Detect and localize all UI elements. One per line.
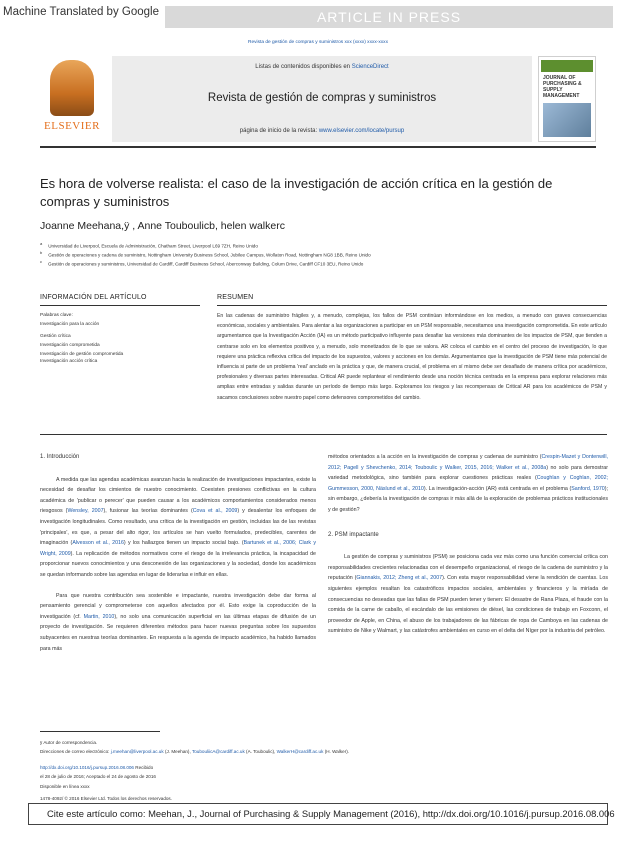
affiliation-text: Universidad de Liverpool, Escuela de Administración, Chatham Street, Liverpool L69 7ZH, Reino Unido — [48, 243, 258, 249]
cover-photo — [543, 103, 591, 137]
elsevier-logo — [40, 60, 104, 140]
psm-heading: 2. PSM impactante — [328, 531, 379, 538]
keyword-item: Investigación acción crítica — [40, 359, 98, 364]
machine-translation-label: Machine Translated by Google — [3, 6, 159, 18]
abstract-end-rule — [40, 434, 607, 435]
right-paragraph-1 — [328, 452, 608, 516]
masthead-info — [112, 56, 532, 142]
citation-link[interactable]: Sanford, 1970 — [571, 485, 605, 492]
affiliation-c — [40, 259, 600, 267]
keyword-item: Investigación de gestión comprometida — [40, 352, 124, 357]
citation-link[interactable]: Alvesson et al., 2016 — [72, 540, 124, 547]
text-run: ) y los hallazgos tienen un impacto social bajo. ( — [123, 540, 244, 547]
sciencedirect-link[interactable]: ScienceDirect — [351, 64, 389, 70]
contents-prefix: Listas de contenidos disponibles en — [255, 64, 352, 70]
affiliation-a — [40, 241, 600, 249]
text-run: ) y desalentar los enfoques de investigación longitudinales. Como resultado, una crítica de la investigación en gestión, incluidas las de las revistas 'principales', es que, a pesar del alto rigor, los artículos se han vuelto formulados, predecibles, carentes de imaginación ( — [40, 508, 316, 547]
citation-link[interactable]: Crespin-Mazet y Dontenwill, 2012; Pagell y Shevchenko, 2014; Touboulic y Walker, 2015, 2016; Walker et al., 2008a — [328, 454, 608, 471]
email-link[interactable]: j.meehan@liverpool.ac.uk — [110, 749, 164, 755]
masthead — [40, 56, 596, 142]
paper-title: Es hora de volverse realista: el caso de la investigación de acción crítica en la gestión de compras y suministros — [40, 176, 553, 209]
email-owner: (H. Walker). — [323, 749, 350, 755]
homepage-prefix: página de inicio de la revista: — [239, 128, 319, 134]
text-run: ), fusionar las teorías dominantes ( — [103, 508, 193, 515]
text-run: ). La investigación-acción (AR) está centrada en el problema ( — [423, 485, 572, 492]
affiliation-b — [40, 250, 600, 258]
citation-link[interactable]: Wensley, 2007 — [67, 508, 104, 515]
footnotes — [40, 738, 380, 803]
elsevier-tree-icon — [50, 60, 94, 116]
copyright-line: 1478-4092/ © 2016 Elsevier Ltd. Todos los derechos reservados. — [40, 796, 173, 802]
corresponding-author-note: ÿ Autor de correspondencia. — [40, 740, 98, 745]
text-run: Para que nuestra contribución sea sostenible e impactante, nuestra investigación debe dar forma al pensamiento gerencial y comprometerse con aquellos afectados por él. Esto exige la coproducción de la investigación (cf. — [40, 592, 316, 620]
dates-line: el 28 de julio de 2016; Aceptado el 24 de agosto de 2016 — [40, 774, 156, 780]
emails-label: Direcciones de correo electrónico: — [40, 749, 111, 755]
body-left-column — [40, 452, 316, 654]
right-paragraph-2 — [328, 552, 608, 637]
doi-line — [40, 763, 380, 772]
email-addresses — [40, 747, 380, 756]
keywords-label: Palabras clave: — [40, 313, 73, 318]
abstract-rule — [217, 305, 607, 306]
affiliation-mark: a — [40, 241, 43, 246]
affiliation-text: Gestión de operaciones y cadena de suministro, Nottingham University Business School, Jubilee Campus, Wollaton Road, Nottingham NG8 1BB, Reino Unido — [48, 252, 371, 258]
abstract-text: En las cadenas de suministro frágiles y, a menudo, complejas, los fallos de PSM continúan informándose en los medios, a menudo con graves consecuencias económicas, sociales y ambientales. Para alentar a las organizaciones a participar en un PSM responsable, necesitamos una investigación comprometida. En este artículo argumentamos que la Investigación Acción (IA) es un método participativo influyente para desafiar las versiones más dominantes de los impactos de PSM, que tienden a centrarse solo en los elementos positivos y, a menudo, solo monetizados de lo que se valora. AR coloca el cambio en el centro del proceso de investigación, lo que requiere una práctica reflexiva crítica del impacto de los supuestos, valores y acciones en los demás. Argumentamos que la investigación de PSM tiene más potencial de influencia si parte de un problema 'real' anclado en la práctica y que, de manera crucial, el problema en sí mismo debe ser desafiado de manera crítica por académicos, profesionales y diversas partes interesadas. Critical AR puede replantear el rendimiento desde una noción técnica centrada en la empresa para explorar relaciones más amplias entre entradas y salidas durante un período de tiempo más largo. Exploramos los riesgos y las recompensas de Critical AR para los académicos de PSM y sacamos conclusiones sobre nuestro papel como defensores comprometidos del cambio. — [217, 313, 607, 401]
text-run: ). La replicación de métodos normativos corre el riesgo de la irrelevancia práctica, la incapacidad de proporcionar nuevos conocimientos y una desconexión de las organizaciones y la sociedad, donde los académicos se quedan informando sobre las agendas en lugar de liderarlas e influir en ellas. — [40, 550, 316, 578]
journal-title: Revista de gestión de compras y suministros — [207, 92, 437, 104]
email-owner: (A. Touboulic), — [244, 749, 277, 755]
journal-cover-image — [538, 56, 596, 142]
text-run: La gestión de compras y suministros (PSM) se posiciona cada vez más como una función comercial crítica con responsabilidades crecientes relacionadas con el desempeño organizacional, el riesgo de la cadena de suministro y la reputación ( — [328, 554, 608, 582]
homepage-link[interactable]: www.elsevier.com/locate/pursup — [318, 128, 405, 134]
doi-link[interactable]: http://dx.doi.org/10.1016/j.pursup.2016.08.006 — [40, 764, 134, 770]
text-run: ) no solo para demostrar variedad metodológica, sino también para explorar cuestiones prácticas reales ( — [328, 464, 608, 482]
affiliation-mark: c — [40, 259, 42, 264]
article-info-heading: INFORMACIÓN DEL ARTÍCULO — [40, 294, 147, 301]
available-line: Disponible en línea xxxx — [40, 783, 90, 789]
text-run: ). Con esta mayor responsabilidad viene la rendición de cuentas. Los siguientes ejemplos resaltan los catastróficos impactos sociales, ambientales y financieros y la miríada de consecuencias no deseadas que las fallas de PSM pueden tener y tienen: El desastre de Rana Plaza, el fraude con la comida de la carne de caballo, el escándalo de las emisiones de diésel, las condiciones de trabajo en Foxconn, el proveedor de Apple, en China, el abuso de los trabajadores de las fábricas de ropa de Camboya en las cadenas de suministro de Nike y Walmart, y las catástrofes ambientales en curso en el delta del Níger por la industria del petróleo. — [328, 575, 608, 635]
text-run: métodos orientados a la acción en la investigación de compras y cadenas de suministro ( — [328, 454, 542, 460]
email-link[interactable]: WalkerH@cardiff.ac.uk — [276, 749, 324, 755]
elsevier-wordmark: ELSEVIER — [44, 120, 100, 132]
citation-link[interactable]: Coughlan y Coghlan, 2002; Gummesson, 2000, Näslund et al., 2010 — [328, 475, 608, 492]
abstract-heading: RESUMEN — [217, 294, 254, 301]
keyword-item: Investigación comprometida — [40, 343, 100, 348]
citation-link[interactable]: Cova et al., 2009 — [192, 508, 238, 515]
citation-link[interactable]: Bartunek et al., 2006; Clark y Wright, 2009 — [40, 540, 316, 557]
author-list: Joanne Meehana,ÿ , Anne Touboulicb, helen walkerc — [40, 220, 285, 232]
keyword-item: Investigación para la acción — [40, 322, 100, 327]
cover-title: JOURNAL OF PURCHASING & SUPPLY MANAGEMENT — [543, 75, 582, 99]
text-run: ); sin embargo, ¿debería la investigación de compras ir más allá de la exploración de problemas prácticos institucionales y de gestión? — [328, 485, 609, 513]
citation-link[interactable]: Martin, 2010 — [83, 613, 115, 620]
journal-reference-line[interactable]: Revista de gestión de compras y suministros xxx (xxxx) xxxx-xxxx — [248, 40, 388, 45]
intro-paragraph-1 — [40, 475, 316, 581]
intro-paragraph-2 — [40, 591, 316, 655]
citation-box: Cite este artículo como: Meehan, J., Journal of Purchasing & Supply Management (2016), http://dx.doi.org/10.1016/j.pursup.2016.08.006 — [28, 803, 608, 825]
affiliation-text: Gestión de operaciones y suministros, Universidad de Cardiff, Cardiff Business School, Aberconway Building, Colum Drive, Cardiff CF10 3EU, Reino Unido — [48, 261, 364, 267]
cover-band — [541, 60, 593, 72]
contents-availability — [112, 64, 532, 70]
footnote-rule — [40, 731, 160, 732]
text-run: ), no solo una comunicación superficial en las últimas etapas de difusión de un proyecto de investigación. Se requieren diferentes métodos para hacer nuevas preguntas sobre los supuestos subyacentes en nuestras teorías dominantes. En respuesta a la agenda de impacto académico, ha habido llamados para más — [40, 613, 317, 652]
email-owner: (J. Meehan), — [163, 749, 192, 755]
keyword-item: Gestión crítica — [40, 334, 71, 339]
email-link[interactable]: ToubouliicA@cardiff.ac.uk — [191, 749, 245, 755]
journal-homepage — [112, 128, 532, 134]
body-right-column — [328, 452, 608, 637]
masthead-rule — [40, 146, 596, 148]
affiliation-mark: b — [40, 250, 43, 255]
text-run: A medida que las agendas académicas avanzan hacia la realización de investigaciones impactantes, existe la necesidad de desafiar los cimientos de nuestro conocimiento. Coexisten presiones conflictivas en la cultura académica de 'publicar o perecer' que pueden causar a los académicos comportamientos considerados menos riesgosos ( — [40, 476, 316, 515]
article-info-rule — [40, 305, 200, 306]
received-label: Recibido — [135, 764, 154, 770]
article-in-press-banner: ARTICLE IN PRESS — [165, 6, 613, 28]
citation-link[interactable]: Giannakis, 2012; Zheng et al., 2007 — [356, 575, 443, 582]
intro-heading: 1. Introducción — [40, 454, 80, 460]
